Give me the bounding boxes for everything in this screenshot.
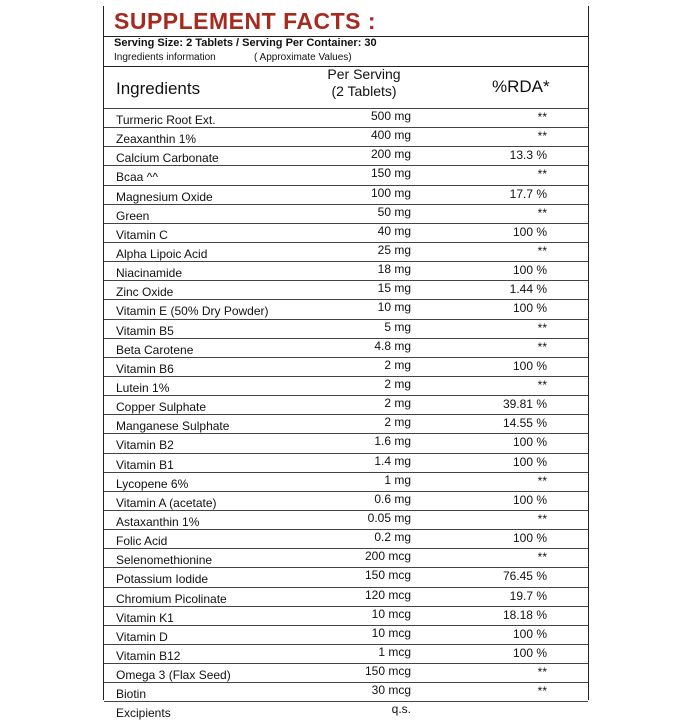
ingredient-name: Green xyxy=(116,208,150,223)
ingredient-name: Bcaa ^^ xyxy=(116,170,158,185)
table-row xyxy=(104,204,588,223)
ingredient-name: Vitamin B6 xyxy=(116,361,174,376)
ingredient-rda: 39.81 % xyxy=(502,397,547,412)
ingredient-rda: 100 % xyxy=(512,454,547,469)
table-row xyxy=(104,587,588,606)
table-row xyxy=(104,644,588,663)
approximate-values-note: ( Approximate Values) xyxy=(254,52,352,63)
ingredient-amount: 2 mg xyxy=(384,376,411,391)
table-row xyxy=(104,433,588,452)
table-row xyxy=(104,261,588,280)
ingredient-rda: ** xyxy=(537,665,547,680)
ingredient-rda: 100 % xyxy=(512,645,547,660)
table-row xyxy=(104,606,588,625)
table-row xyxy=(104,682,588,701)
ingredient-name: Vitamin B5 xyxy=(116,323,174,338)
ingredient-amount: 5 mg xyxy=(384,319,411,334)
ingredient-amount: 100 mg xyxy=(370,185,411,200)
table-row xyxy=(104,223,588,242)
ingredient-rda: 14.55 % xyxy=(502,416,547,431)
ingredient-amount: 50 mg xyxy=(377,204,411,219)
serving-info: Serving Size: 2 Tablets / Serving Per Container: 30 xyxy=(114,37,377,49)
ingredients-info-line xyxy=(114,52,352,63)
table-row xyxy=(104,376,588,395)
ingredient-name: Vitamin K1 xyxy=(116,610,174,625)
ingredient-amount: 200 mg xyxy=(370,147,411,162)
ingredient-amount: 0.05 mg xyxy=(367,510,411,525)
ingredient-rda: ** xyxy=(537,243,547,258)
column-header-ingredients: Ingredients xyxy=(116,79,201,98)
ingredient-rda: ** xyxy=(537,550,547,565)
ingredient-rda: 100 % xyxy=(512,301,547,316)
table-row xyxy=(104,165,588,184)
ingredient-amount: 25 mg xyxy=(377,242,411,257)
ingredient-name: Magnesium Oxide xyxy=(116,189,213,204)
ingredient-name: Vitamin B2 xyxy=(116,438,174,453)
ingredient-name: Vitamin B12 xyxy=(116,648,181,663)
ingredient-rda: 19.7 % xyxy=(509,588,547,603)
ingredient-name: Vitamin E (50% Dry Powder) xyxy=(116,304,269,319)
ingredient-name: Zinc Oxide xyxy=(116,285,174,300)
table-row xyxy=(104,185,588,204)
ingredient-rda: 18.18 % xyxy=(502,607,547,622)
ingredient-name: Folic Acid xyxy=(116,534,168,549)
ingredient-amount: 10 mcg xyxy=(371,625,411,640)
ingredient-amount: q.s. xyxy=(391,702,411,717)
ingredient-name: Omega 3 (Flax Seed) xyxy=(116,668,231,683)
ingredient-amount: 2 mg xyxy=(384,415,411,430)
ingredient-rda: ** xyxy=(537,377,547,392)
ingredient-rda: 100 % xyxy=(512,492,547,507)
ingredient-rda: ** xyxy=(537,110,547,124)
panel-title: SUPPLEMENT FACTS : xyxy=(114,8,377,34)
ingredient-amount: 150 mcg xyxy=(364,664,411,679)
ingredient-rda: ** xyxy=(537,320,547,335)
ingredient-amount: 150 mcg xyxy=(364,568,411,583)
ingredient-name: Vitamin A (acetate) xyxy=(116,495,217,510)
ingredient-name: Biotin xyxy=(116,687,147,702)
ingredient-rda: 100 % xyxy=(512,358,547,373)
ingredient-name: Chromium Picolinate xyxy=(116,591,227,606)
ingredient-name: Copper Sulphate xyxy=(116,400,207,415)
ingredient-amount: 0.6 mg xyxy=(374,491,411,506)
supplement-facts-panel xyxy=(103,6,589,721)
ingredient-amount: 500 mg xyxy=(370,109,411,123)
ingredient-name: Selenomethionine xyxy=(116,553,213,568)
ingredient-name: Potassium Iodide xyxy=(116,572,209,587)
column-header-rda: %RDA* xyxy=(492,77,550,96)
table-row xyxy=(104,453,588,472)
ingredient-name: Beta Carotene xyxy=(116,342,194,357)
table-row xyxy=(104,357,588,376)
ingredient-amount: 400 mg xyxy=(370,128,411,143)
ingredient-rda: 100 % xyxy=(512,531,547,546)
ingredient-rda: ** xyxy=(537,684,547,699)
ingredient-rda: 100 % xyxy=(512,263,547,278)
ingredient-name: Zeaxanthin 1% xyxy=(116,132,197,147)
table-row xyxy=(104,338,588,357)
ingredient-rda: 76.45 % xyxy=(502,569,547,584)
ingredient-name: Niacinamide xyxy=(116,266,183,281)
table-row xyxy=(104,567,588,586)
ingredients-table xyxy=(104,108,588,721)
ingredient-rda: 13.3 % xyxy=(509,148,547,163)
ingredient-name: Turmeric Root Ext. xyxy=(116,113,216,127)
per-serving-line-2: (2 Tablets) xyxy=(331,83,397,99)
ingredient-amount: 4.8 mg xyxy=(374,338,411,353)
ingredient-name: Calcium Carbonate xyxy=(116,151,219,166)
ingredient-name: Excipients xyxy=(116,706,171,721)
table-row xyxy=(104,491,588,510)
table-row xyxy=(104,625,588,644)
ingredient-name: Lycopene 6% xyxy=(116,476,189,491)
ingredient-rda: ** xyxy=(537,129,547,144)
ingredient-name: Astaxanthin 1% xyxy=(116,514,200,529)
ingredient-amount: 1.6 mg xyxy=(374,434,411,449)
ingredient-name: Vitamin C xyxy=(116,227,168,242)
ingredient-amount: 1 mcg xyxy=(378,644,411,659)
table-row xyxy=(104,299,588,318)
ingredient-amount: 200 mcg xyxy=(364,549,411,564)
ingredient-rda: 100 % xyxy=(512,626,547,641)
ingredient-amount: 150 mg xyxy=(370,166,411,181)
table-row xyxy=(104,510,588,529)
ingredient-rda: ** xyxy=(537,473,547,488)
ingredient-rda: ** xyxy=(537,167,547,182)
ingredient-name: Lutein 1% xyxy=(116,380,170,395)
ingredients-info-label: Ingredients information xyxy=(114,52,216,63)
ingredient-name: Alpha Lipoic Acid xyxy=(116,246,208,261)
ingredient-amount: 1 mg xyxy=(384,472,411,487)
table-row xyxy=(104,414,588,433)
ingredient-name: Vitamin B1 xyxy=(116,457,174,472)
ingredient-amount: 2 mg xyxy=(384,396,411,411)
ingredient-rda: ** xyxy=(537,339,547,354)
table-row xyxy=(104,242,588,261)
per-serving-line-1: Per Serving xyxy=(327,66,401,82)
ingredient-amount: 10 mcg xyxy=(371,606,411,621)
table-row xyxy=(104,663,588,682)
ingredient-amount: 0.2 mg xyxy=(374,530,411,545)
table-row xyxy=(104,127,588,146)
ingredient-amount: 40 mg xyxy=(377,223,411,238)
ingredient-rda: 17.7 % xyxy=(509,186,547,201)
ingredient-amount: 15 mg xyxy=(377,281,411,296)
table-row xyxy=(104,146,588,165)
ingredient-rda: 1.44 % xyxy=(509,282,547,297)
ingredient-name: Manganese Sulphate xyxy=(116,419,230,434)
column-header-per-serving xyxy=(314,66,414,100)
table-row xyxy=(104,108,588,127)
ingredient-rda: ** xyxy=(537,205,547,220)
ingredient-rda: ** xyxy=(537,511,547,526)
ingredient-rda: 100 % xyxy=(512,435,547,450)
ingredient-amount: 120 mcg xyxy=(364,587,411,602)
ingredient-amount: 10 mg xyxy=(377,300,411,315)
ingredient-amount: 1.4 mg xyxy=(374,453,411,468)
table-row xyxy=(104,472,588,491)
table-row xyxy=(104,701,588,720)
table-row xyxy=(104,395,588,414)
table-row xyxy=(104,548,588,567)
ingredient-name: Vitamin D xyxy=(116,629,168,644)
ingredient-amount: 18 mg xyxy=(377,262,411,277)
table-row xyxy=(104,280,588,299)
ingredient-amount: 2 mg xyxy=(384,357,411,372)
table-row xyxy=(104,529,588,548)
table-row xyxy=(104,319,588,338)
ingredient-rda: 100 % xyxy=(512,224,547,239)
ingredient-amount: 30 mcg xyxy=(371,683,411,698)
